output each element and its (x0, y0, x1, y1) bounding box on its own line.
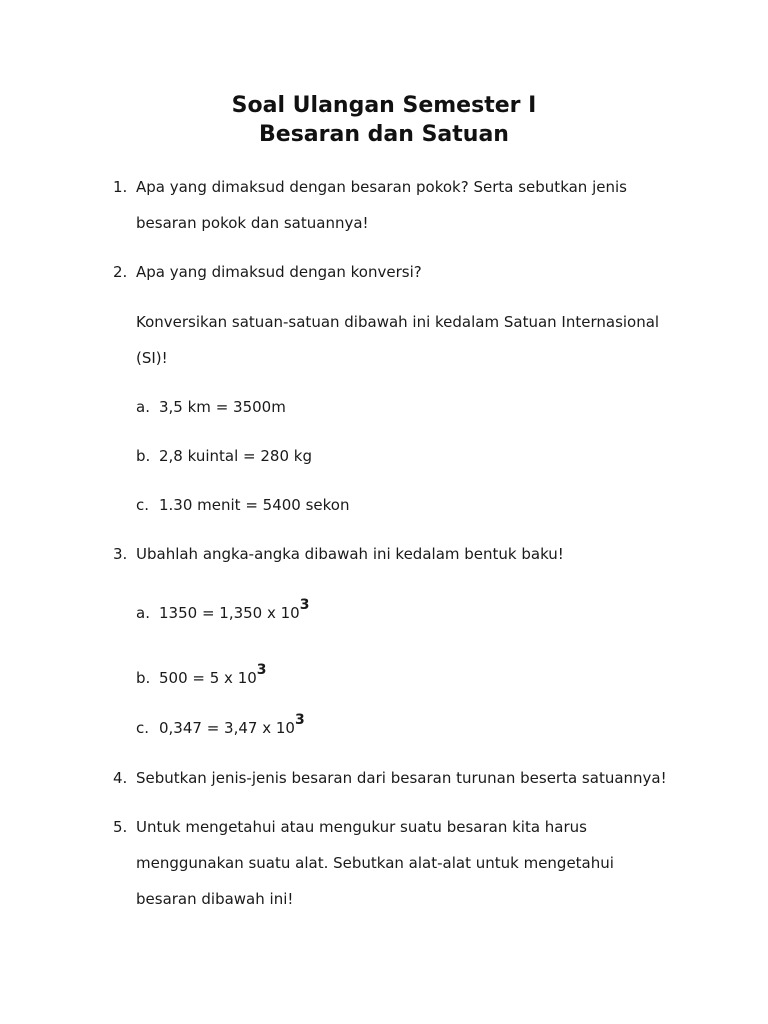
sub-item-text (159, 597, 310, 624)
sub-item-letter: c. (136, 496, 150, 514)
document-title-line2: Besaran dan Satuan (259, 122, 509, 147)
expression-base: 1350 = 1,350 x 10 (159, 604, 300, 622)
expression-base: 500 = 5 x 10 (159, 669, 257, 687)
question-text: Apa yang dimaksud dengan konversi? (136, 263, 422, 281)
question-instruction: (SI)! (136, 349, 168, 367)
sub-item-text (159, 712, 305, 739)
question-text: besaran pokok dan satuannya! (136, 214, 369, 232)
document-title-line1: Soal Ulangan Semester I (231, 93, 537, 118)
question-number: 3. (113, 545, 128, 563)
sub-item-letter: c. (136, 719, 150, 737)
sub-item-text: 1.30 menit = 5400 sekon (159, 496, 350, 514)
sub-item-letter: b. (136, 447, 151, 465)
sub-item-text: 3,5 km = 3500m (159, 398, 286, 416)
question-number: 4. (113, 769, 128, 787)
sub-item-letter: b. (136, 669, 151, 687)
question-number: 5. (113, 818, 128, 836)
question-instruction: Konversikan satuan-satuan dibawah ini kedalam Satuan Internasional (136, 313, 660, 331)
exponent: 3 (294, 712, 305, 728)
question-text: menggunakan suatu alat. Sebutkan alat-alat untuk mengetahui (136, 854, 614, 872)
sub-item-text: 2,8 kuintal = 280 kg (159, 447, 312, 465)
question-number: 2. (113, 263, 128, 281)
exponent: 3 (299, 597, 310, 613)
question-text: Ubahlah angka-angka dibawah ini kedalam bentuk baku! (136, 545, 564, 563)
sub-item-text (159, 662, 267, 689)
expression-base: 0,347 = 3,47 x 10 (159, 719, 295, 737)
exponent: 3 (256, 662, 267, 678)
question-text: Apa yang dimaksud dengan besaran pokok? Serta sebutkan jenis (136, 178, 627, 196)
sub-item-letter: a. (136, 604, 150, 622)
sub-item-letter: a. (136, 398, 150, 416)
question-text: besaran dibawah ini! (136, 890, 294, 908)
question-text: Sebutkan jenis-jenis besaran dari besaran turunan beserta satuannya! (136, 769, 667, 787)
question-text: Untuk mengetahui atau mengukur suatu besaran kita harus (136, 818, 587, 836)
question-number: 1. (113, 178, 128, 196)
